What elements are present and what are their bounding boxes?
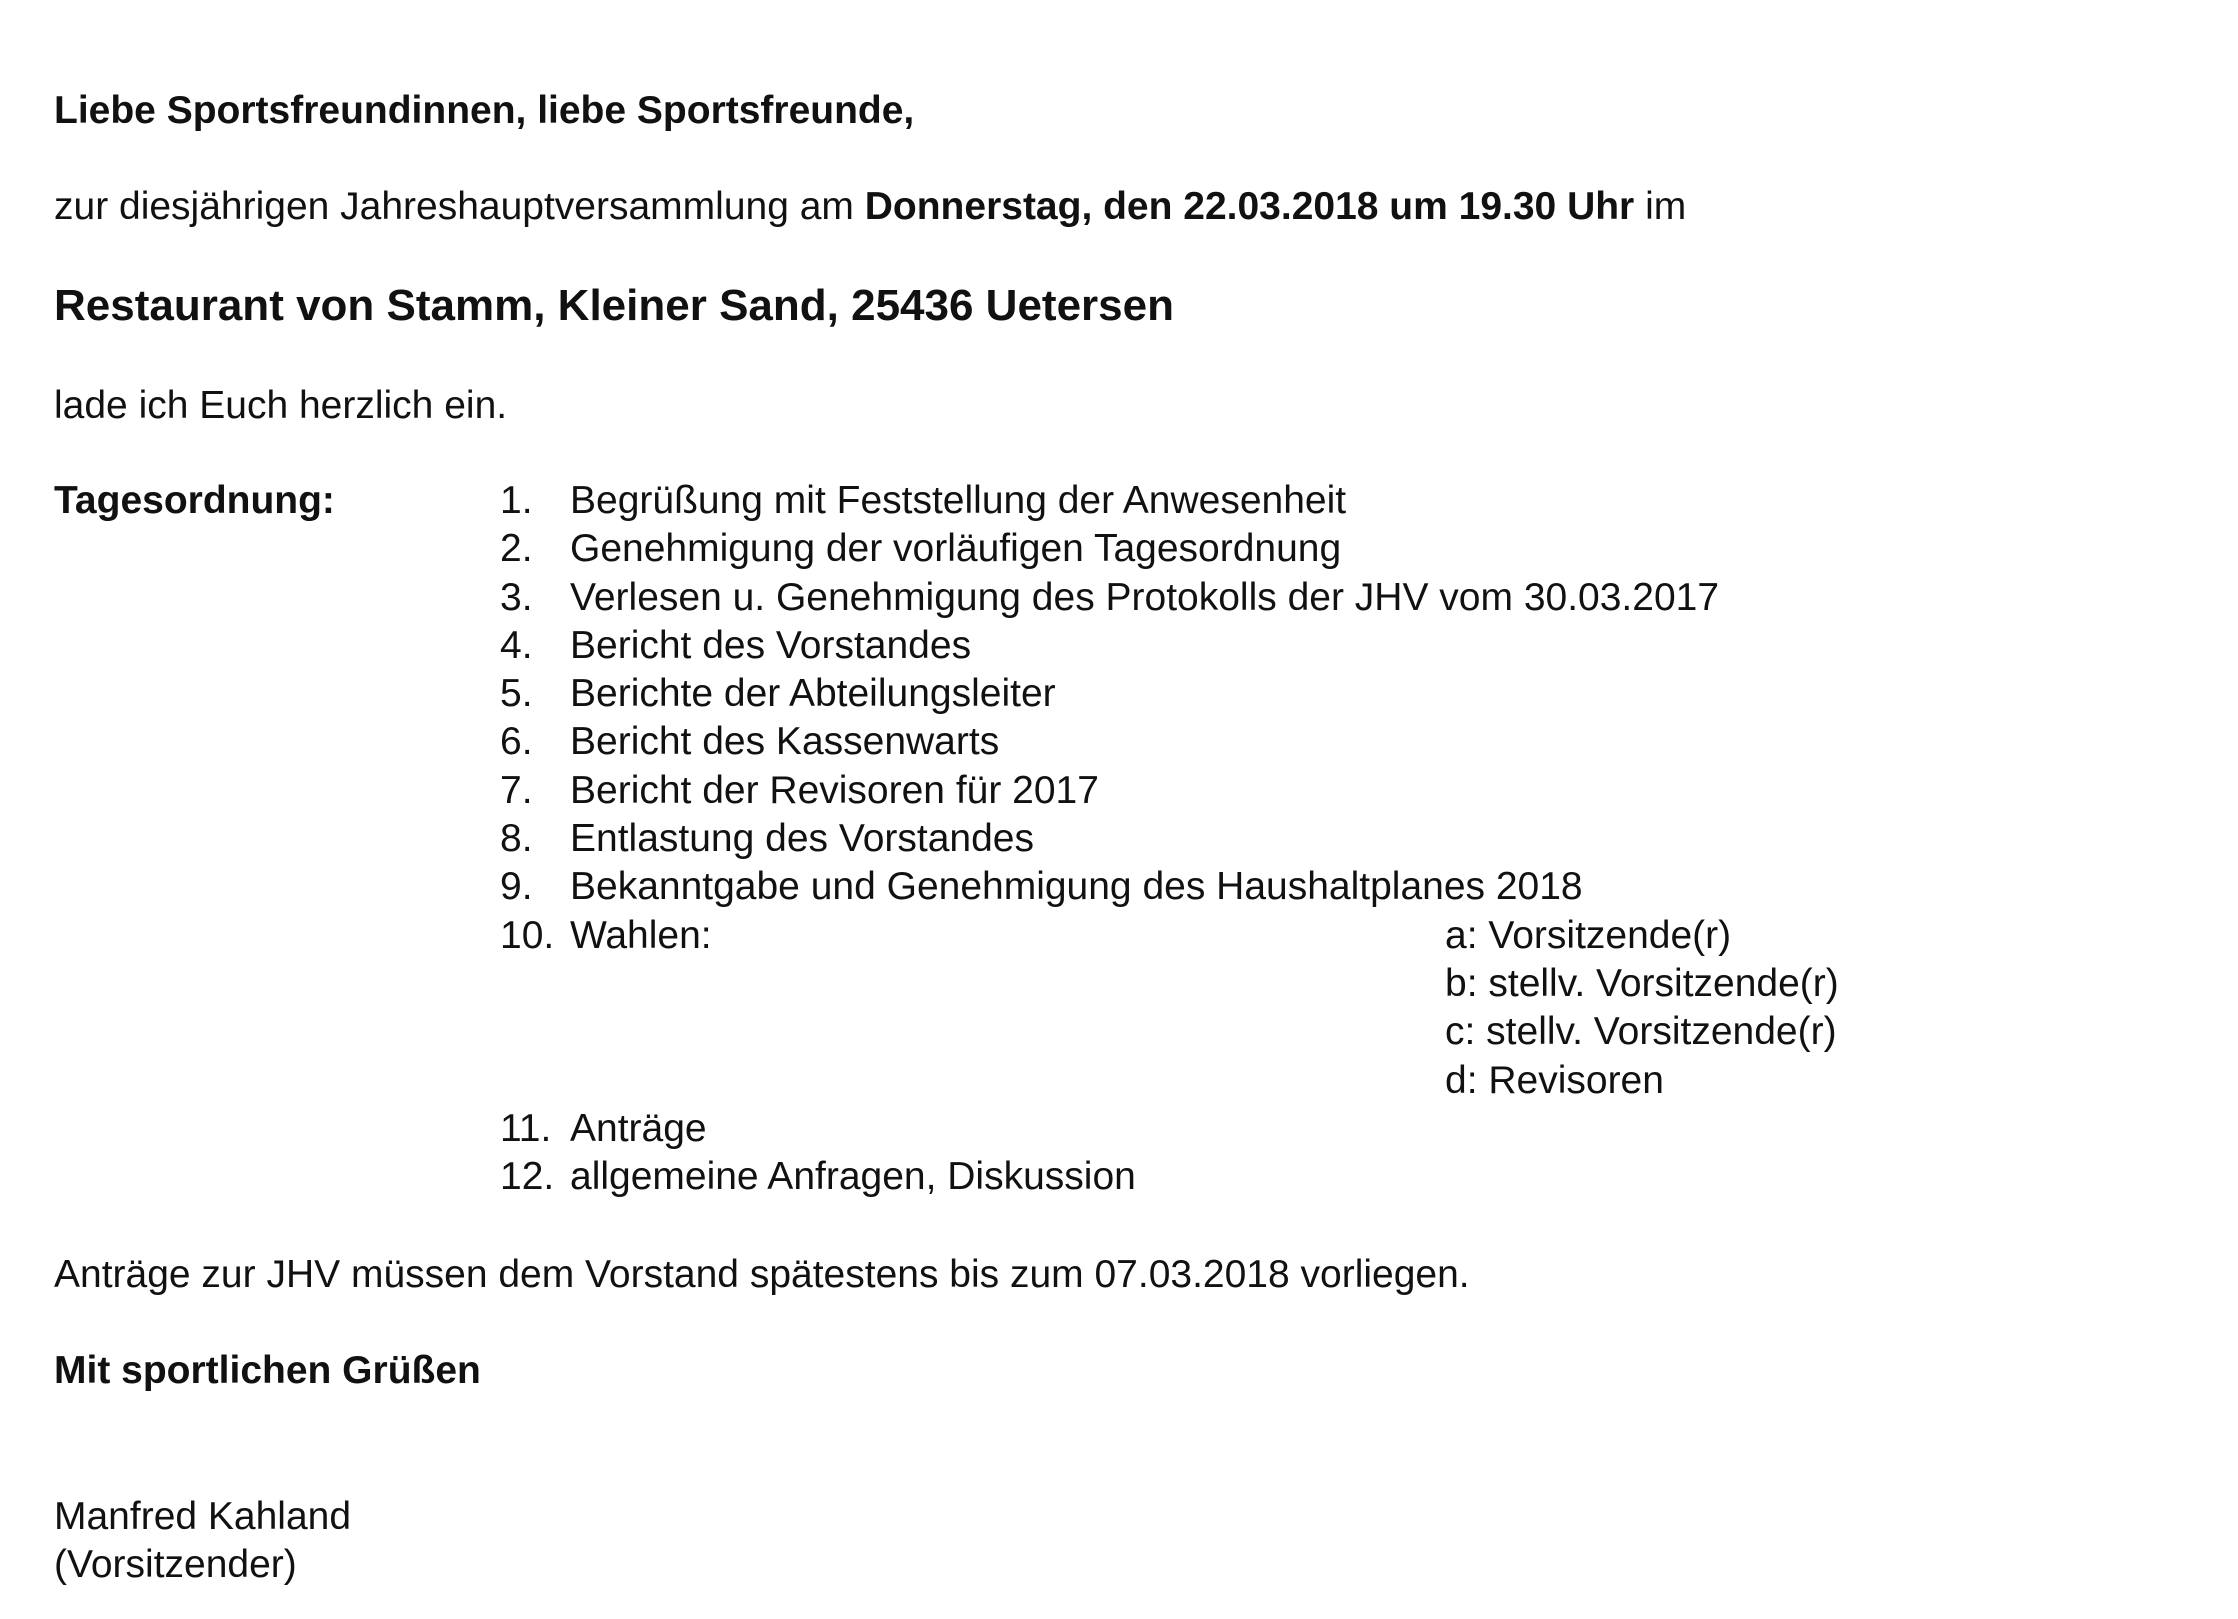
agenda-item-text: Begrüßung mit Feststellung der Anwesenheit: [570, 479, 1347, 522]
closing: Mit sportlichen Grüßen: [54, 1349, 481, 1392]
agenda-item: [500, 670, 1719, 718]
invitation-line: [54, 183, 1686, 231]
election-item: c: stellv. Vorsitzende(r): [1445, 1010, 1837, 1054]
agenda-item-text: Entlastung des Vorstandes: [570, 817, 1034, 861]
agenda-item-number: 8.: [500, 817, 533, 861]
agenda-item-text: Berichte der Abteilungsleiter: [570, 672, 1056, 716]
agenda-item-elections: [500, 912, 1732, 960]
agenda-item-text: Bericht des Vorstandes: [570, 623, 972, 667]
meeting-date-time: Donnerstag, den 22.03.2018 um 19.30 Uhr: [864, 185, 1635, 228]
agenda-item-text: allgemeine Anfragen, Diskussion: [570, 1155, 1136, 1199]
agenda-item-number: 2.: [500, 527, 533, 571]
agenda-item-number: 3.: [500, 575, 533, 619]
agenda-item-number: 6.: [500, 720, 533, 764]
agenda-item-number: 10.: [500, 913, 555, 957]
venue: Restaurant von Stamm, Kleiner Sand, 25436 Uetersen: [54, 281, 1174, 330]
deadline-notice: Anträge zur JHV müssen dem Vorstand spätestens bis zum 07.03.2018 vorliegen.: [54, 1253, 1470, 1296]
election-row: [500, 960, 1839, 1008]
election-item: d: Revisoren: [1445, 1058, 1664, 1102]
agenda-item-text: Bericht der Revisoren für 2017: [570, 768, 1099, 812]
agenda-item: [500, 863, 1719, 911]
agenda-item: [500, 622, 1719, 670]
agenda-item-text: Genehmigung der vorläufigen Tagesordnung: [570, 527, 1342, 571]
agenda-item: [500, 718, 1719, 766]
agenda-item-text: Verlesen u. Genehmigung des Protokolls der JHV vom 30.03.2017: [570, 575, 1720, 619]
agenda-item-text: Anträge: [570, 1106, 707, 1150]
agenda-item-number: 1.: [500, 479, 533, 522]
agenda-item: [500, 815, 1719, 863]
election-row: [500, 1008, 1837, 1056]
election-item: a: Vorsitzende(r): [1445, 913, 1732, 957]
agenda-item: [500, 1105, 1719, 1153]
agenda-item-number: 7.: [500, 768, 533, 812]
agenda-item-number: 9.: [500, 865, 533, 909]
agenda-item-text: Wahlen:: [570, 913, 712, 957]
agenda-item-text: Bekanntgabe und Genehmigung des Haushaltplanes 2018: [570, 865, 1583, 909]
agenda-item: [500, 1153, 1719, 1201]
signature-role: (Vorsitzender): [54, 1543, 297, 1586]
greeting: Liebe Sportsfreundinnen, liebe Sportsfreunde,: [54, 89, 915, 132]
agenda-item: [500, 767, 1719, 815]
invite-closing: lade ich Euch herzlich ein.: [54, 384, 508, 427]
agenda-item-number: 11.: [500, 1106, 552, 1150]
agenda-item-number: 5.: [500, 672, 533, 716]
agenda-item-text: Bericht des Kassenwarts: [570, 720, 1000, 764]
agenda-label: Tagesordnung:: [54, 479, 335, 522]
agenda-item: [500, 525, 1719, 573]
agenda-item-number: 12.: [500, 1155, 555, 1199]
agenda-item-number: 4.: [500, 623, 533, 667]
agenda-list: [500, 477, 1839, 1201]
signature-name: Manfred Kahland: [54, 1495, 352, 1538]
invitation-suffix: im: [1634, 185, 1687, 228]
election-item: b: stellv. Vorsitzende(r): [1445, 961, 1839, 1005]
agenda-item: [500, 574, 1719, 622]
agenda-item: [500, 477, 1719, 525]
invitation-prefix: zur diesjährigen Jahreshauptversammlung am: [54, 185, 865, 228]
election-row: [500, 1057, 1719, 1105]
